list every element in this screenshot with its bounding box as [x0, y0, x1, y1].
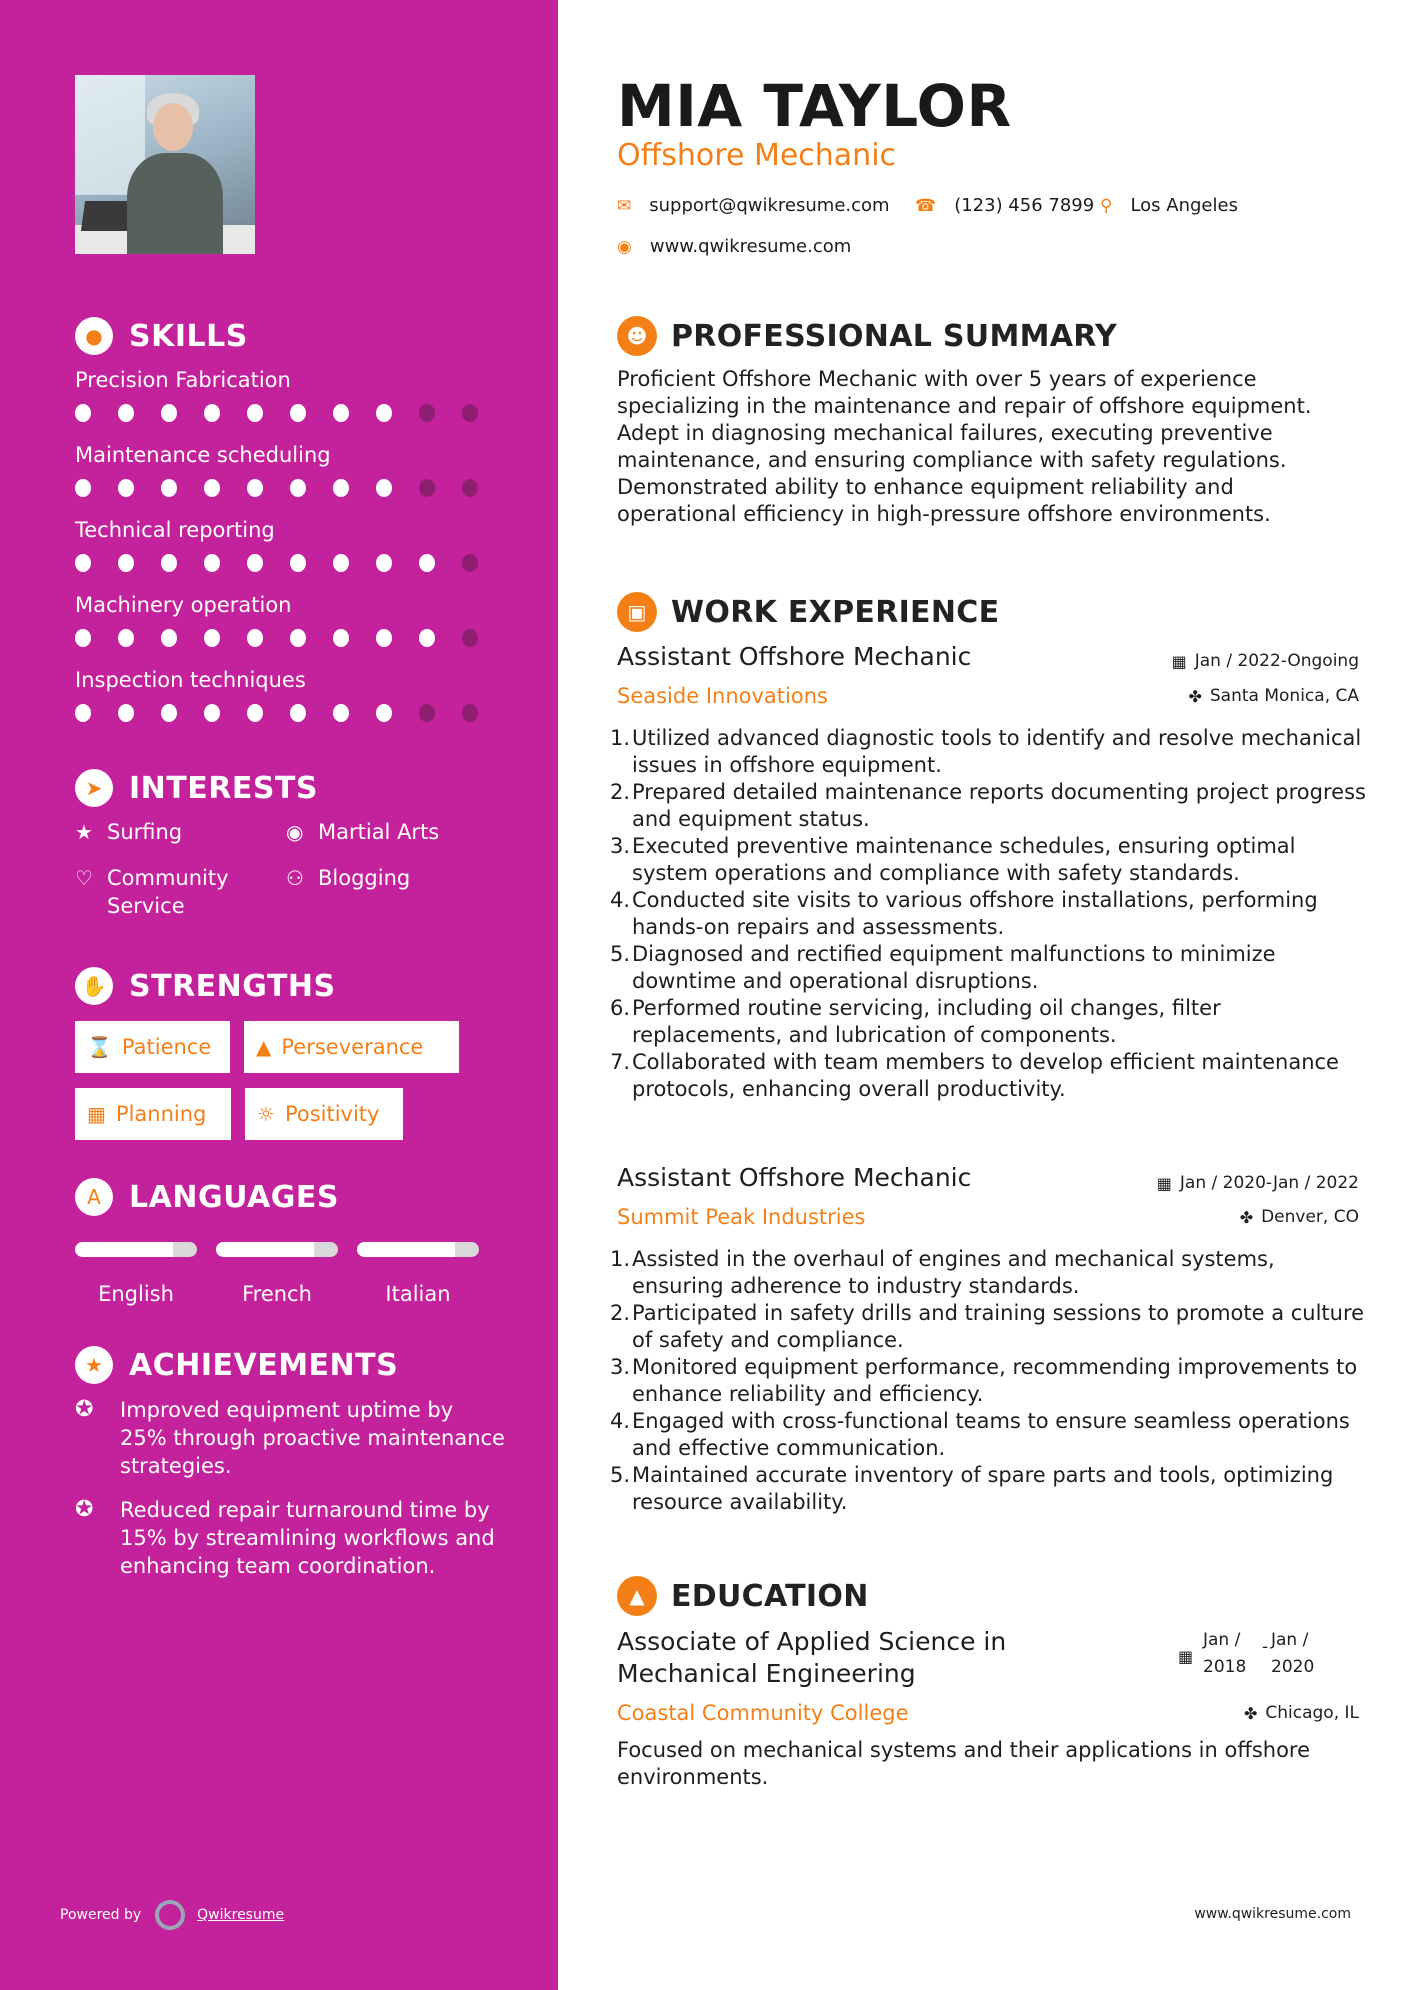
skill-rating: [75, 404, 505, 422]
language-level-bar: [75, 1242, 197, 1257]
star-badge-icon: ★: [75, 1346, 113, 1384]
rating-dot: [204, 404, 220, 422]
skill-item: [75, 591, 505, 647]
qwikresume-logo-icon: [155, 1900, 185, 1930]
education-date-end: Jan / 2020: [1271, 1630, 1315, 1677]
globe-icon: ◉: [286, 820, 304, 844]
star-icon: ★: [75, 820, 93, 844]
rating-dot: [290, 404, 306, 422]
shooting-star-icon: ✪: [75, 1397, 94, 1422]
skills-heading: ● SKILLS: [75, 316, 248, 356]
language-label: English: [98, 1282, 174, 1306]
graduation-cap-icon: ▲: [617, 1576, 657, 1616]
degree-title: Associate of Applied Science in Mechanical Engineering: [617, 1627, 1007, 1688]
language-item: [75, 1242, 197, 1306]
education-date-separator: -: [1262, 1637, 1269, 1657]
strength-badge: ⌛ Patience: [75, 1021, 230, 1073]
rating-dot: [247, 629, 263, 647]
calendar-icon: ▦: [87, 1102, 106, 1126]
job-2-date: ▦ Jan / 2020-Jan / 2022: [1156, 1173, 1359, 1193]
language-icon: A: [75, 1178, 113, 1216]
job-2-title: Assistant Offshore Mechanic: [617, 1163, 972, 1192]
job-title: Offshore Mechanic: [617, 138, 897, 173]
job-1-company: Seaside Innovations: [617, 684, 828, 708]
sun-icon: ☼: [257, 1102, 275, 1126]
education-heading: ▲ EDUCATION: [617, 1575, 869, 1617]
skill-label: Precision Fabrication: [75, 368, 291, 392]
skill-label: Inspection techniques: [75, 668, 306, 692]
pushpin-icon: ✤: [1239, 1207, 1254, 1227]
rating-dot: [75, 629, 91, 647]
paper-plane-icon: ➤: [75, 769, 113, 807]
contact-website[interactable]: ◉ www.qwikresume.com: [617, 236, 852, 257]
rating-dot: [204, 479, 220, 497]
interest-item: ◉ Martial Arts: [286, 820, 440, 844]
skill-rating: [75, 629, 505, 647]
rating-dot: [75, 704, 91, 722]
job-1-title: Assistant Offshore Mechanic: [617, 642, 972, 671]
rating-dot: [290, 554, 306, 572]
rating-dot: [161, 479, 177, 497]
rating-dot: [419, 479, 435, 497]
rating-dot: [333, 404, 349, 422]
languages-heading: A LANGUAGES: [75, 1177, 339, 1217]
rating-dot: [333, 704, 349, 722]
language-item: [357, 1242, 479, 1306]
phone-icon: ☎: [915, 195, 937, 216]
rating-dot: [462, 404, 478, 422]
calendar-icon: ▦: [1156, 1173, 1172, 1193]
list-item: 3. Monitored equipment performance, recommending improvements to enhance reliability and efficiency.: [610, 1355, 1358, 1406]
skill-rating: [75, 704, 505, 722]
interest-item: ⚇ Blogging: [286, 866, 411, 890]
rating-dot: [247, 554, 263, 572]
rating-dot: [376, 629, 392, 647]
rating-dot: [161, 704, 177, 722]
rating-dot: [75, 404, 91, 422]
user-icon: ☻: [617, 316, 657, 356]
rating-dot: [247, 479, 263, 497]
list-item: 5. Diagnosed and rectified equipment malfunctions to minimize downtime and operational disruptions.: [610, 942, 1276, 993]
skill-item: [75, 666, 505, 722]
rating-dot: [333, 479, 349, 497]
skill-rating: [75, 554, 505, 572]
summary-heading: ☻ PROFESSIONAL SUMMARY: [617, 315, 1117, 357]
contact-location: ⚲ Los Angeles: [1100, 195, 1238, 216]
strength-badge: ▦ Planning: [75, 1088, 231, 1140]
pushpin-icon: ✤: [1188, 686, 1202, 706]
list-item: 1. Utilized advanced diagnostic tools to identify and resolve mechanical issues in offshore equipment.: [610, 726, 1362, 777]
strength-badge: ☼ Positivity: [245, 1088, 403, 1140]
language-label: French: [242, 1282, 312, 1306]
rating-dot: [161, 554, 177, 572]
chair-icon: ▣: [617, 592, 657, 632]
language-level-bar: [216, 1242, 338, 1257]
skill-rating: [75, 479, 505, 497]
summary-text: Proficient Offshore Mechanic with over 5 years of experience specializing in the maintenance and repair of offshore equipment. Adept in diagnosing mechanical failures, executing preventive maintenance, and ensuring compliance with safety regulations. Demonstrated ability to enhance equipment reliability and operational efficiency in high-pressure offshore environments.: [617, 367, 1312, 526]
education-description: Focused on mechanical systems and their applications in offshore environments.: [617, 1738, 1311, 1789]
rating-dot: [376, 554, 392, 572]
calendar-icon: ▦: [1178, 1647, 1194, 1666]
language-item: [216, 1242, 338, 1306]
rating-dot: [462, 479, 478, 497]
rating-dot: [118, 629, 134, 647]
strength-badge: ▲ Perseverance: [244, 1021, 459, 1073]
globe-icon: ◉: [617, 236, 632, 257]
rating-dot: [204, 704, 220, 722]
main-content: [558, 0, 1407, 1990]
envelope-icon: ✉: [617, 195, 632, 216]
users-icon: ⚇: [286, 866, 304, 890]
rating-dot: [75, 554, 91, 572]
rating-dot: [204, 629, 220, 647]
hand-icon: ✋: [75, 967, 113, 1005]
rating-dot: [118, 479, 134, 497]
rating-dot: [333, 629, 349, 647]
rating-dot: [376, 404, 392, 422]
job-1-location: ✤ Santa Monica, CA: [1188, 686, 1359, 706]
job-2-location: ✤ Denver, CO: [1239, 1207, 1359, 1227]
rating-dot: [75, 479, 91, 497]
contact-phone[interactable]: ☎ (123) 456 7899: [915, 195, 1095, 216]
skill-label: Machinery operation: [75, 593, 292, 617]
contact-email[interactable]: ✉ support@qwikresume.com: [617, 195, 890, 216]
achievement-item: ✪ Improved equipment uptime by 25% through proactive maintenance strategies.: [75, 1397, 505, 1478]
language-label: Italian: [385, 1282, 451, 1306]
skill-item: [75, 366, 505, 422]
heart-hand-icon: ♡: [75, 866, 93, 890]
rating-dot: [462, 554, 478, 572]
profile-photo: [75, 75, 255, 254]
job-1-date: ▦ Jan / 2022-Ongoing: [1171, 651, 1359, 671]
shooting-star-icon: ✪: [75, 1497, 94, 1522]
rating-dot: [419, 704, 435, 722]
rating-dot: [462, 704, 478, 722]
strengths-heading: ✋ STRENGTHS: [75, 966, 336, 1006]
rating-dot: [376, 479, 392, 497]
rating-dot: [290, 704, 306, 722]
rating-dot: [204, 554, 220, 572]
skill-label: Technical reporting: [75, 518, 275, 542]
achievement-item: ✪ Reduced repair turnaround time by 15% by streamlining workflows and enhancing team coordination.: [75, 1497, 495, 1578]
experience-heading: ▣ WORK EXPERIENCE: [617, 591, 999, 633]
rating-dot: [118, 554, 134, 572]
rating-dot: [118, 704, 134, 722]
rating-dot: [247, 404, 263, 422]
job-2-bullets: [610, 1246, 1370, 1516]
skill-item: [75, 441, 505, 497]
lightbulb-icon: ●: [75, 317, 113, 355]
job-2-company: Summit Peak Industries: [617, 1205, 866, 1229]
language-level-bar: [357, 1242, 479, 1257]
powered-by: Powered by Qwikresume: [60, 1900, 284, 1930]
skill-label: Maintenance scheduling: [75, 443, 331, 467]
list-item: 4. Engaged with cross-functional teams to ensure seamless operations and effective communication.: [610, 1409, 1350, 1460]
brand-link[interactable]: Qwikresume: [197, 1907, 285, 1923]
skill-item: [75, 516, 505, 572]
rating-dot: [376, 704, 392, 722]
rating-dot: [290, 479, 306, 497]
job-1-bullets: [610, 725, 1370, 1103]
rating-dot: [333, 554, 349, 572]
map-pin-icon: ⚲: [1100, 195, 1113, 216]
list-item: 4. Conducted site visits to various offshore installations, performing hands-on repairs and assessments.: [610, 888, 1318, 939]
rating-dot: [419, 554, 435, 572]
list-item: 3. Executed preventive maintenance schedules, ensuring optimal system operations and compliance with safety standards.: [610, 834, 1296, 885]
interests-heading: ➤ INTERESTS: [75, 768, 318, 808]
pushpin-icon: ✤: [1243, 1703, 1258, 1723]
rating-dot: [462, 629, 478, 647]
interest-item: ★ Surfing: [75, 820, 183, 844]
list-item: 6. Performed routine servicing, including oil changes, filter replacements, and lubrication of components.: [610, 996, 1221, 1047]
interest-item: ♡ Community Service: [75, 866, 229, 918]
calendar-icon: ▦: [1171, 651, 1187, 671]
rating-dot: [161, 629, 177, 647]
rating-dot: [161, 404, 177, 422]
education-location: ✤ Chicago, IL: [1243, 1703, 1359, 1723]
rating-dot: [290, 629, 306, 647]
list-item: 7. Collaborated with team members to develop efficient maintenance protocols, enhancing overall productivity.: [610, 1050, 1339, 1101]
footer-url[interactable]: www.qwikresume.com: [1194, 1906, 1351, 1922]
school-name: Coastal Community College: [617, 1701, 909, 1725]
rating-dot: [419, 629, 435, 647]
achievements-heading: ★ ACHIEVEMENTS: [75, 1345, 398, 1385]
education-date-start: Jan / 2018: [1203, 1630, 1247, 1677]
candidate-name: MIA TAYLOR: [617, 72, 1012, 140]
list-item: 2. Participated in safety drills and training sessions to promote a culture of safety and compliance.: [610, 1301, 1365, 1352]
hourglass-icon: ⌛: [87, 1035, 112, 1059]
list-item: 2. Prepared detailed maintenance reports documenting project progress and equipment status.: [610, 780, 1366, 831]
road-icon: ▲: [256, 1035, 272, 1059]
sidebar: [0, 0, 558, 1990]
rating-dot: [118, 404, 134, 422]
rating-dot: [247, 704, 263, 722]
rating-dot: [419, 404, 435, 422]
list-item: 5. Maintained accurate inventory of spare parts and tools, optimizing resource availability.: [610, 1463, 1334, 1514]
list-item: 1. Assisted in the overhaul of engines and mechanical systems, ensuring adherence to industry standards.: [610, 1247, 1275, 1298]
